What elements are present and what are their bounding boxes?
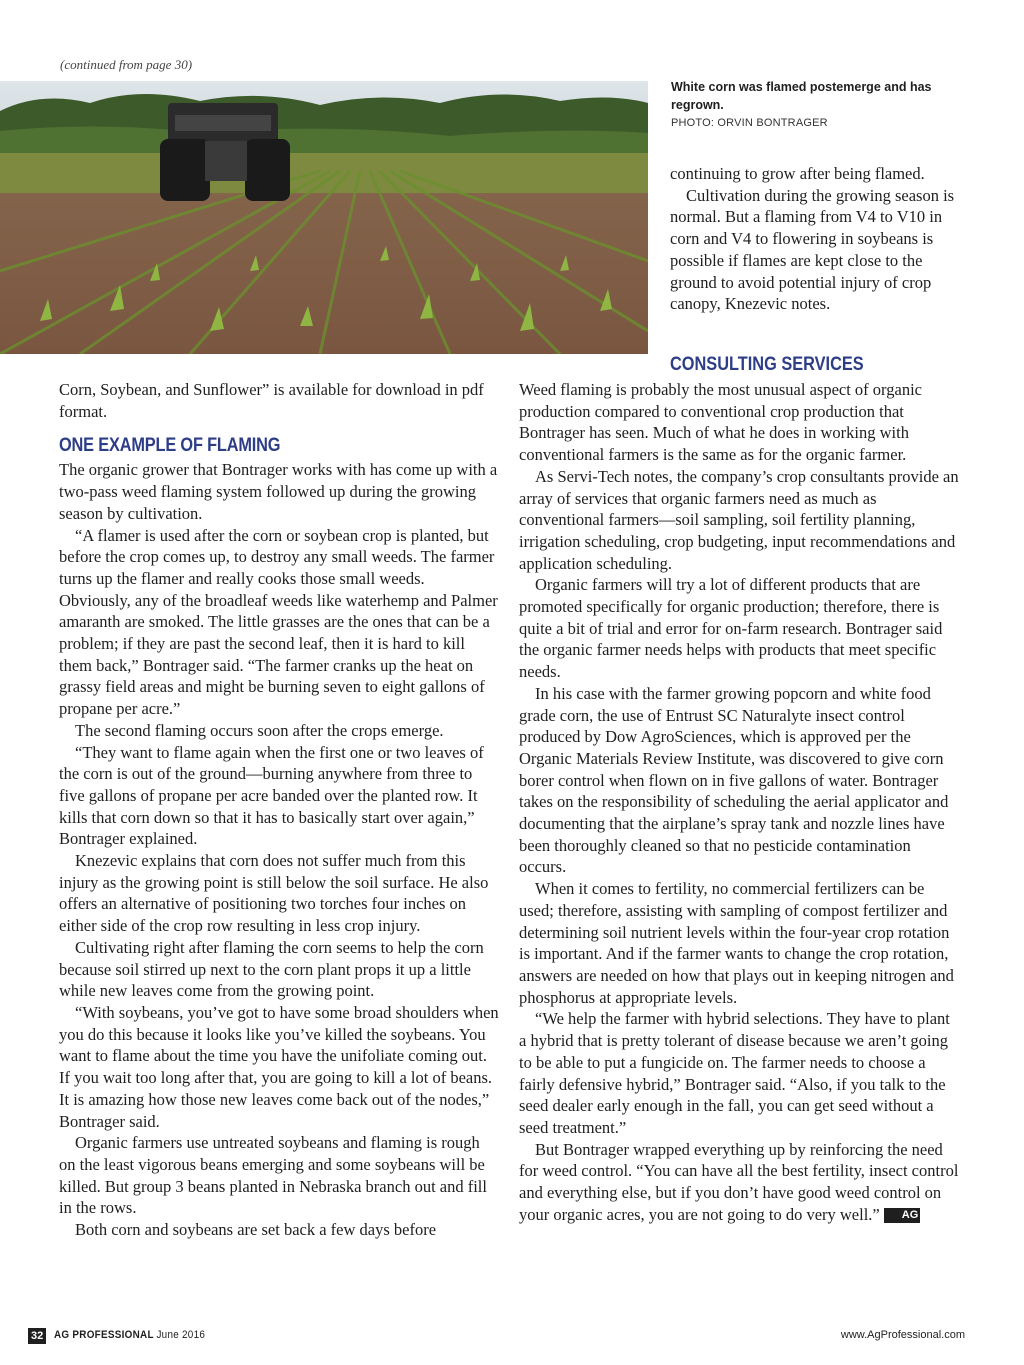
photo-caption [671,78,971,132]
caption-text: White corn was flamed postemerge and has regrown. [671,80,932,112]
website-url: www.AgProfessional.com [840,1329,965,1341]
field-photo [0,81,648,354]
field-photo-image [0,81,648,354]
body-paragraph: In his case with the farmer growing popcorn and white food grade corn, the use of Entrust SC Naturalyte insect control produced by Dow AgroSciences, which is approved per the Organic Materials Review Institute, was discovered to give corn borer control when flown on in five gallons of water. Bontrager takes on the responsibility of scheduling the aerial applicator and documenting that the airplane’s spray tank and nozzle lines have been thoroughly cleaned so that no pesticide contamination occurs. [519,683,949,877]
body-paragraph: continuing to grow after being flamed. [670,164,925,183]
column-left [59,379,499,1241]
final-paragraph-text: But Bontrager wrapped everything up by reinforcing the need for weed control. “You can have all the best fertility, insect control and everything else, but if you don’t have good weed control on your organic acres, you are not going to do very well.” [519,1139,959,1224]
body-paragraph: “A flamer is used after the corn or soybean crop is planted, but before the crop comes up, to destroy any small weeds. The farmer turns up the flamer and really cooks those small weeds. Obviously, any of the broadleaf weeds like waterhemp and Palmer amaranth are smoked. The little grasses are the ones that can be a problem; if they are past the second leaf, then it is hard to kill them back,” Bontrager said. “The farmer cranks up the heat on grassy field areas and might be burning seven to eight gallons of propane per acre.” [59,525,498,719]
body-paragraph: Cultivating right after flaming the corn seems to help the corn because soil stirred up next to the corn plant props it up a little while new leaves come from the growing point. [59,937,484,1001]
body-paragraph: When it comes to fertility, no commercial fertilizers can be used; therefore, assisting with sampling of compost fertilizer and determining soil nutrient levels within the four-year crop rotation is important. And if the farmer wants to change the crop rotation, answers are needed on how that plays out in keeping nitrogen and phosphorus at appropriate levels. [519,879,954,1007]
body-paragraph: Weed flaming is probably the most unusual aspect of organic production compared to conventional crop production that Bontrager has seen. Much of what he does in working with conventional farmers is the same as for the organic farmer. [519,380,922,465]
body-paragraph: The second flaming occurs soon after the crops emerge. [75,720,444,740]
body-paragraph: Organic farmers use untreated soybeans and flaming is rough on the least vigorous beans emerging and some soybeans will be killed. But group 3 beans planted in Nebraska branch out and fill in the rows. [59,1133,487,1218]
photo-credit: PHOTO: ORVIN BONTRAGER [671,117,828,129]
body-paragraph: “With soybeans, you’ve got to have some broad shoulders when you do this because it looks like you’ve killed the soybeans. You want to flame about the time you have the unifoliate coming out. If you wait too long after that, you are going to kill a lot of beans. It is amazing how those new leaves come back out of the nodes,” Bontrager said. [59,1002,499,1131]
page-number: 32 [28,1328,46,1344]
column-right-top [670,163,970,315]
body-paragraph: Both corn and soybeans are set back a few days before [75,1220,437,1240]
continued-note: (continued from page 30) [60,57,193,72]
column-right [519,379,961,1225]
publication-name [54,1329,205,1341]
body-paragraph: Cultivation during the growing season is normal. But a flaming from V4 to V10 in corn and V4 to flowering in soybeans is possible if flames are kept close to the ground to avoid potential injury of crop canopy, Knezevic notes. [670,185,955,314]
body-paragraph: Organic farmers will try a lot of different products that are promoted specifically for organic production; therefore, there is quite a bit of trial and error for on-farm research. Bontrager said the organic farmer needs helps with products that meet specific needs. [519,575,943,682]
issue-date: June 2016 [156,1329,206,1341]
body-paragraph: Knezevic explains that corn does not suffer much from this injury as the growing point is still below the soil surface. He also offers an alternative of positioning two torches four inches on either side of the crop row resulting in less crop injury. [59,851,489,936]
publication-title: AG PROFESSIONAL [54,1329,154,1341]
section-heading-consulting: CONSULTING SERVICES [670,354,864,375]
page-footer [28,1328,965,1346]
body-paragraph: “They want to flame again when the first one or two leaves of the corn is out of the ground—burning anywhere from three to five gallons of propane per acre banded over the planted row. It kills that corn down so that it has to basically start over again,” Bontrager explained. [59,742,484,849]
body-paragraph-final [519,1139,961,1226]
body-paragraph: “We help the farmer with hybrid selections. They have to plant a hybrid that is pretty tolerant of disease because we aren’t going to be able to put a fungicide on. The farmer needs to choose a fairly defensive hybrid,” Bontrager said. “Also, if you talk to the seed dealer early enough in the fall, you can get seed without a seed treatment.” [519,1009,950,1137]
section-heading-flaming: ONE EXAMPLE OF FLAMING [59,435,281,457]
end-mark-icon: AG [884,1208,921,1223]
body-paragraph: As Servi-Tech notes, the company’s crop consultants provide an array of services that organic farmers need as much as conventional farmers—soil sampling, soil fertility planning, irrigation scheduling, crop budgeting, input recommendations and application scheduling. [519,466,959,573]
body-paragraph: The organic grower that Bontrager works with has come up with a two-pass weed flaming system followed up during the growing season by cultivation. [59,460,498,523]
body-paragraph: Corn, Soybean, and Sunflower” is available for download in pdf format. [59,380,484,421]
